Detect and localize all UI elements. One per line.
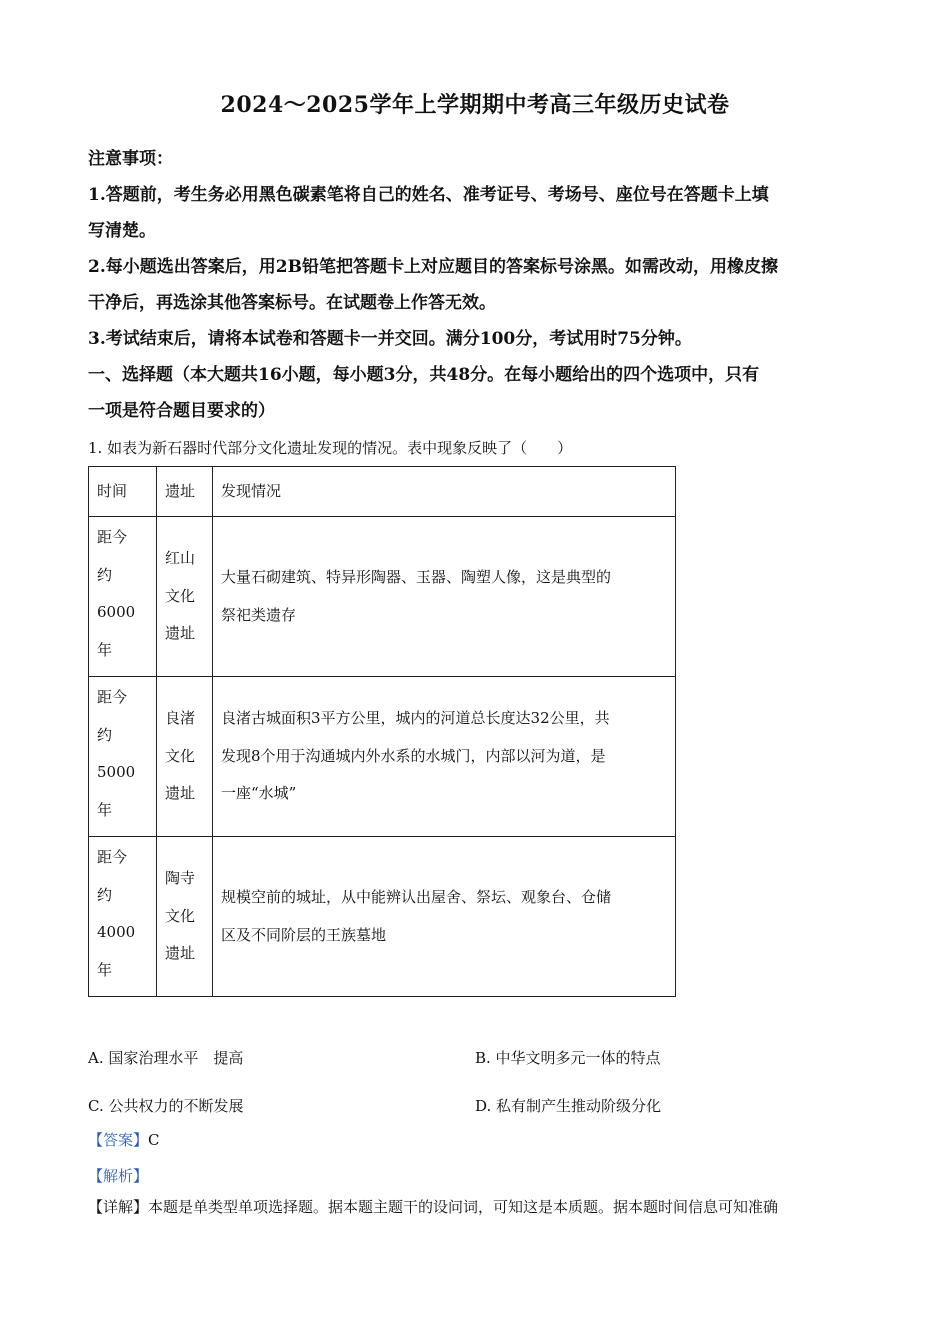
sites-table bbox=[88, 466, 676, 997]
notice-item-2-line-1: 2.每小题选出答案后，用2B铅笔把答题卡上对应题目的答案标号涂黑。如需改动，用橡皮擦 bbox=[88, 257, 778, 277]
option-c: C. 公共权力的不断发展 bbox=[88, 1097, 244, 1115]
table-row bbox=[89, 517, 676, 677]
notice-item-3: 3.考试结束后，请将本试卷和答题卡一并交回。满分100分，考试用时75分钟。 bbox=[88, 329, 692, 349]
detail-line bbox=[88, 1196, 878, 1217]
site-cell: 良渚 文化 遗址 bbox=[157, 677, 213, 837]
question-1-stem: 1. 如表为新石器时代部分文化遗址发现的情况。表中现象反映了（ ） bbox=[88, 439, 573, 457]
answer-tag: 【答案】 bbox=[88, 1131, 149, 1149]
time-cell: 距今 约 6000 年 bbox=[89, 517, 157, 677]
time-cell: 距今 约 5000 年 bbox=[89, 677, 157, 837]
header-site: 遗址 bbox=[157, 467, 213, 517]
notice-item-1-line-1: 1.答题前，考生务必用黑色碳素笔将自己的姓名、准考证号、考场号、座位号在答题卡上填 bbox=[88, 185, 769, 205]
exam-title: 2024～2025学年上学期期中考高三年级历史试卷 bbox=[220, 92, 730, 118]
detail-tag: 【详解】 bbox=[88, 1198, 149, 1216]
table-header-row bbox=[89, 467, 676, 517]
notice-item-1-line-2: 写清楚。 bbox=[88, 221, 156, 241]
header-finding: 发现情况 bbox=[213, 467, 676, 517]
section-heading-line-2: 一项是符合题目要求的） bbox=[88, 401, 275, 421]
option-a: A. 国家治理水平 提高 bbox=[88, 1049, 244, 1067]
section-heading-line-1: 一、选择题（本大题共16小题，每小题3分，共48分。在每小题给出的四个选项中，只有 bbox=[88, 365, 760, 385]
analysis-tag: 【解析】 bbox=[88, 1167, 149, 1185]
finding-cell: 规模空前的城址，从中能辨认出屋舍、祭坛、观象台、仓储 区及不同阶层的王族墓地 bbox=[213, 837, 676, 997]
answer-value: C bbox=[148, 1131, 160, 1149]
table-row bbox=[89, 677, 676, 837]
option-d: D. 私有制产生推动阶级分化 bbox=[475, 1097, 662, 1115]
answer-line bbox=[88, 1129, 160, 1150]
finding-cell: 大量石砌建筑、特异形陶器、玉器、陶塑人像，这是典型的 祭祀类遗存 bbox=[213, 517, 676, 677]
time-cell: 距今 约 4000 年 bbox=[89, 837, 157, 997]
header-time: 时间 bbox=[89, 467, 157, 517]
option-b: B. 中华文明多元一体的特点 bbox=[475, 1049, 661, 1067]
notice-item-2-line-2: 干净后，再选涂其他答案标号。在试题卷上作答无效。 bbox=[88, 293, 496, 313]
table-row bbox=[89, 837, 676, 997]
detail-text: 本题是单类型单项选择题。据本题主题干的设问词，可知这是本质题。据本题时间信息可知准确 bbox=[148, 1198, 779, 1216]
notice-heading: 注意事项： bbox=[88, 149, 173, 169]
site-cell: 陶寺 文化 遗址 bbox=[157, 837, 213, 997]
site-cell: 红山 文化 遗址 bbox=[157, 517, 213, 677]
finding-cell: 良渚古城面积3平方公里，城内的河道总长度达32公里，共 发现8个用于沟通城内外水系的水城门，内部以河为道，是 一座“水城” bbox=[213, 677, 676, 837]
